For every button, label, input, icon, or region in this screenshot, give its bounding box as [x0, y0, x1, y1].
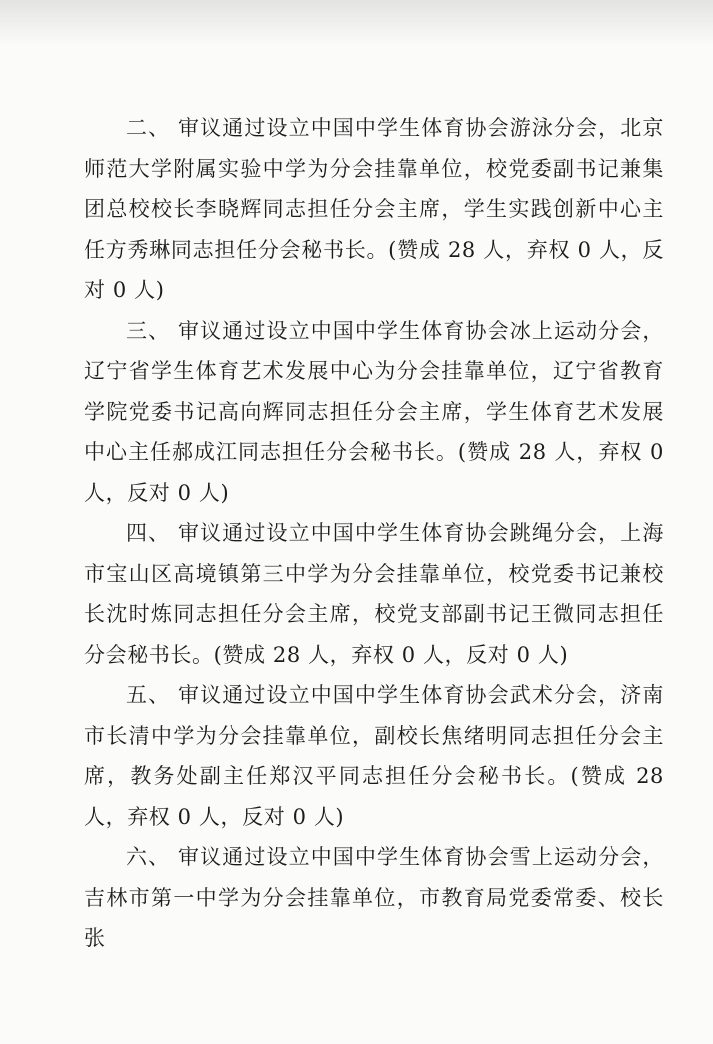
paragraph-item-2: 二、 审议通过设立中国中学生体育协会游泳分会，北京师范大学附属实验中学为分会挂靠单位，校党委副书记兼集团总校校长李晓辉同志担任分会主席，学生实践创新中心主任方秀琳同志担任分会秘书长。(赞成 28 人，弃权 0 人，反对 0 人) [84, 116, 664, 302]
scan-shadow [0, 0, 713, 46]
paragraph-item-6: 六、 审议通过设立中国中学生体育协会雪上运动分会，吉林市第一中学为分会挂靠单位，市教育局党委常委、校长张 [84, 845, 664, 950]
paragraph-item-5: 五、 审议通过设立中国中学生体育协会武术分会，济南市长清中学为分会挂靠单位，副校长焦绪明同志担任分会主席，教务处副主任郑汉平同志担任分会秘书长。(赞成 28 人，弃权 0 人，反对 0 人) [84, 683, 664, 829]
paragraph-item-4: 四、 审议通过设立中国中学生体育协会跳绳分会，上海市宝山区高境镇第三中学为分会挂靠单位，校党委书记兼校长沈时炼同志担任分会主席，校党支部副书记王微同志担任分会秘书长。(赞成 28 人，弃权 0 人，反对 0 人) [84, 521, 664, 667]
document-body [84, 108, 664, 959]
paragraph-item-3: 三、 审议通过设立中国中学生体育协会冰上运动分会，辽宁省学生体育艺术发展中心为分会挂靠单位，辽宁省教育学院党委书记高向辉同志担任分会主席，学生体育艺术发展中心主任郝成江同志担任分会秘书长。(赞成 28 人，弃权 0 人，反对 0 人) [84, 318, 664, 505]
